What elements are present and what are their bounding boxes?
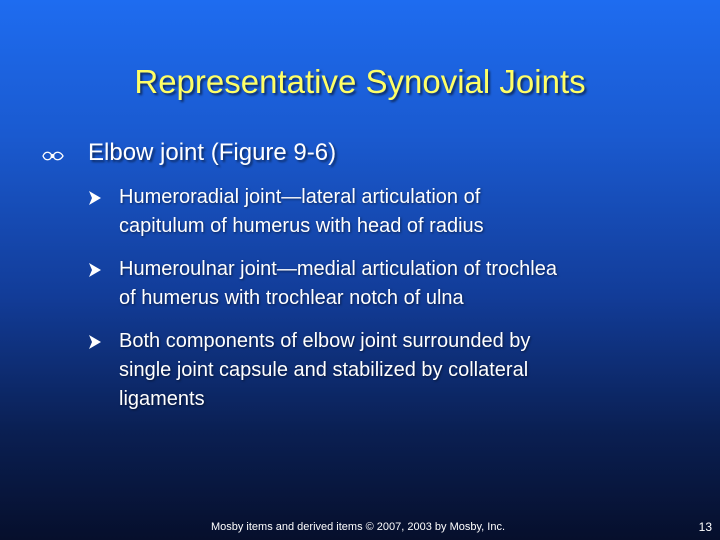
sub-bullet-line: ligaments bbox=[119, 388, 205, 410]
sub-bullet-humeroulnar bbox=[88, 255, 668, 313]
arrowhead-bullet-icon bbox=[88, 183, 119, 212]
sub-bullet-line: Both components of elbow joint surrounded by bbox=[119, 330, 531, 352]
sub-bullet-joint-capsule bbox=[88, 327, 668, 414]
sub-bullet-line: Humeroradial joint—lateral articulation of bbox=[119, 186, 481, 208]
sub-bullet-line: single joint capsule and stabilized by collateral bbox=[119, 359, 529, 381]
sub-bullet-text bbox=[119, 327, 530, 414]
sub-bullet-humeroradial bbox=[88, 183, 668, 241]
main-bullet bbox=[40, 138, 700, 168]
sub-bullet-line: capitulum of humerus with head of radius bbox=[119, 215, 484, 237]
slide-title: Representative Synovial Joints bbox=[134, 63, 586, 100]
sub-bullet-line: Humeroulnar joint—medial articulation of trochlea bbox=[119, 258, 557, 280]
arrowhead-bullet-icon bbox=[88, 327, 119, 356]
page-number: 13 bbox=[698, 520, 712, 534]
sub-bullet-text bbox=[119, 183, 484, 241]
sub-bullet-line: of humerus with trochlear notch of ulna bbox=[119, 287, 464, 309]
copyright-footer: Mosby items and derived items © 2007, 2003 by Mosby, Inc. bbox=[210, 521, 506, 533]
flower-bullet-icon bbox=[40, 138, 88, 168]
main-bullet-text: Elbow joint (Figure 9-6) bbox=[88, 139, 337, 166]
sub-bullet-text bbox=[119, 255, 557, 313]
arrowhead-bullet-icon bbox=[88, 255, 119, 284]
sub-bullet-list bbox=[88, 183, 668, 428]
